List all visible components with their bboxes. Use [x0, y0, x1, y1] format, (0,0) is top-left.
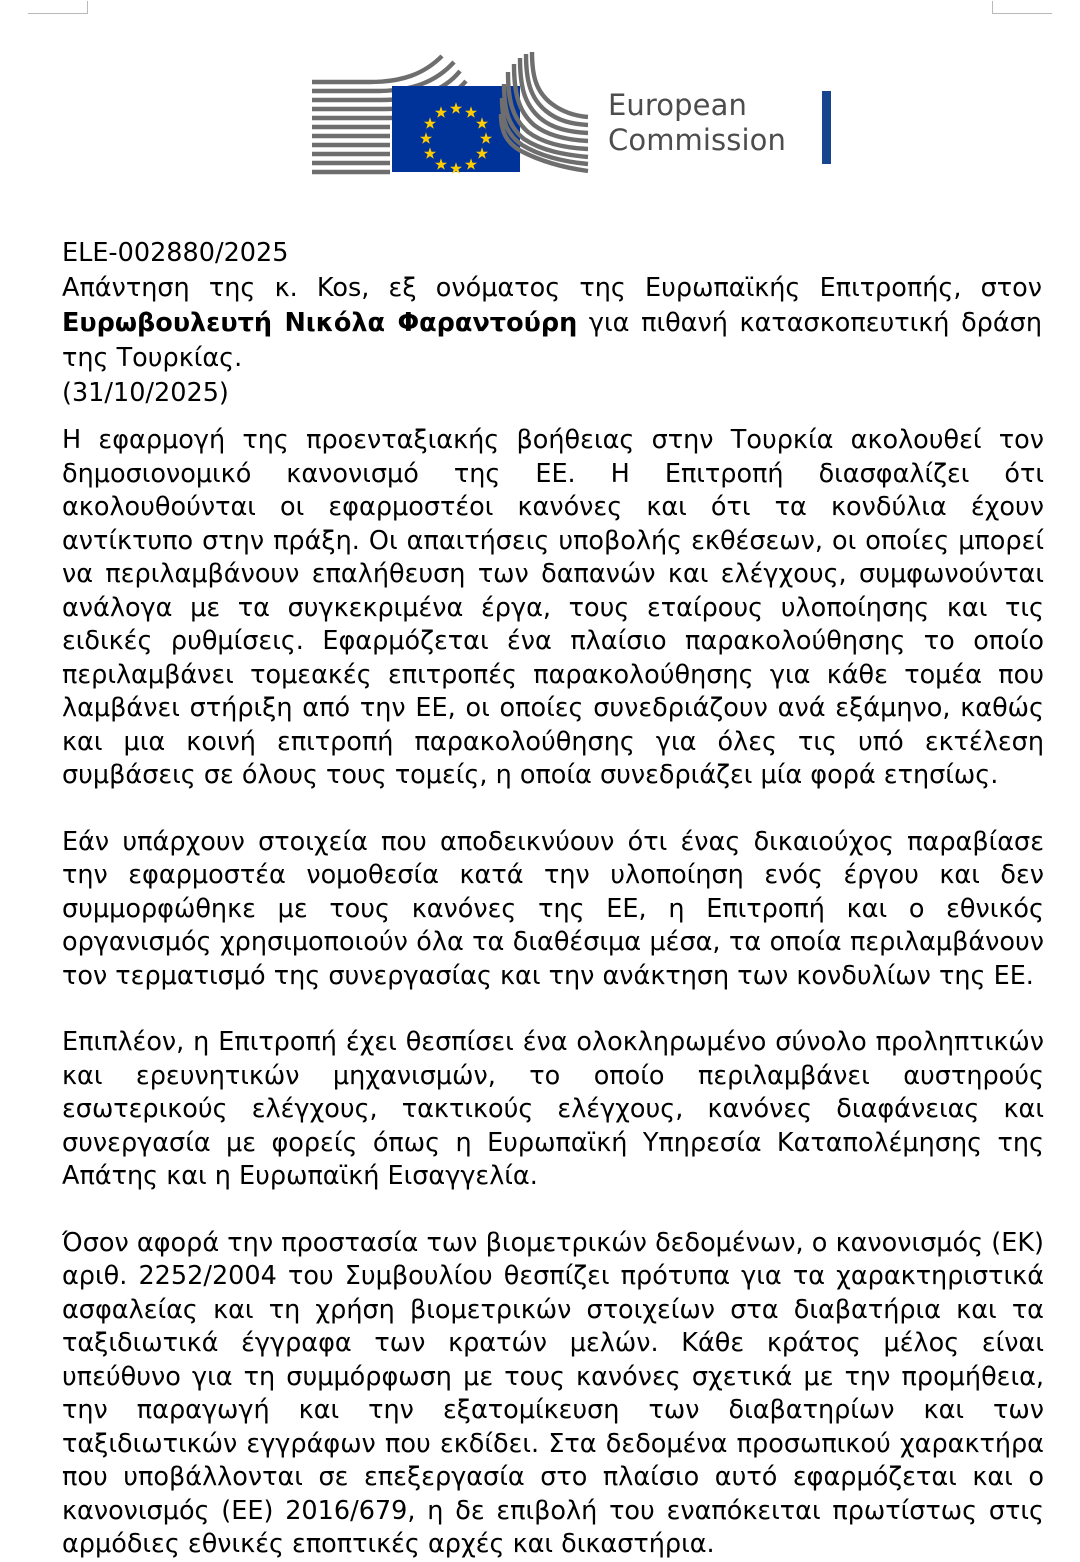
scan-corner-mark-left: [28, 0, 88, 14]
document-title-mep-name: Ευρωβουλευτή Νικόλα Φαραντούρη: [62, 308, 578, 338]
body-paragraph: Επιπλέον, η Επιτροπή έχει θεσπίσει ένα ολοκληρωμένο σύνολο προληπτικών και ερευνητικών μηχανισμών, το οποίο περιλαμβάνει αυστηρούς εσωτερικούς ελέγχους, τακτικούς ελέγχους, κανόνες διαφάνειας και συνεργασία με φορείς όπως η Ευρωπαϊκή Υπηρεσία Καταπολέμησης της Απάτης και η Ευρωπαϊκή Εισαγγελία.: [62, 1027, 1044, 1191]
logo-wordmark: [608, 88, 831, 164]
document-title-part2: για πιθανή κατασκοπευτική δράση της Τουρκίας.: [62, 308, 1042, 373]
logo-line-commission: Commission: [608, 123, 786, 158]
document-body: [62, 424, 1044, 1562]
european-commission-logo: [308, 48, 794, 176]
body-paragraph: Όσον αφορά την προστασία των βιομετρικών δεδομένων, ο κανονισμός (ΕΚ) αριθ. 2252/2004 του Συμβουλίου θεσπίζει πρότυπα για τα χαρακτηριστικά ασφαλείας και τη χρήση βιομετρικών στοιχείων στα διαβατήρια και τα ταξιδιωτικά έγγραφα των κρατών μελών. Κάθε κράτος μέλος είναι υπεύθυνο για τη συμμόρφωση με τους κανόνες σχετικά με την προμήθεια, την παραγωγή και την εξατομίκευση των διαβατηρίων και των ταξιδιωτικών εγγράφων που εκδίδει. Στα δεδομένα προσωπικού χαρακτήρα που υποβάλλονται σε επεξεργασία στο πλαίσιο αυτό εφαρμόζεται και ο κανονισμός (ΕΕ) 2016/679, η δε επιβολή του εναπόκειται πρωτίστως στις αρμόδιες εθνικές εποπτικές αρχές και δικαστήρια.: [62, 1227, 1044, 1559]
body-paragraph: Εάν υπάρχουν στοιχεία που αποδεικνύουν ότι ένας δικαιούχος παραβίασε την εφαρμοστέα νομοθεσία κατά την υλοποίηση ενός έργου και δεν συμμορφώθηκε με τους κανόνες της ΕΕ, η Επιτροπή και ο εθνικός οργανισμός χρησιμοποιούν όλα τα διαθέσιμα μέσα, τα οποία περιλαμβάνουν τον τερματισμό της συνεργασίας και την ανάκτηση των κονδυλίων της ΕΕ.: [62, 826, 1044, 991]
scan-corner-mark-right: [992, 0, 1052, 14]
logo-line-european: European: [608, 88, 747, 122]
document-reference-number: ELE-002880/2025: [62, 238, 289, 268]
logo-blue-bar: [822, 91, 831, 164]
document-date: (31/10/2025): [62, 378, 229, 408]
body-paragraph: Η εφαρμογή της προενταξιακής βοήθειας στην Τουρκία ακολουθεί τον δημοσιονομικό κανονισμό της ΕΕ. Η Επιτροπή διασφαλίζει ότι ακολουθούνται οι εφαρμοστέοι κανόνες και ότι τα κονδύλια έχουν αντίκτυπο στην πράξη. Οι απαιτήσεις υποβολής εκθέσεων, οι οποίες μπορεί να περιλαμβάνουν επαλήθευση των δαπανών και ελέγχους, συμφωνούνται ανάλογα με τα συγκεκριμένα έργα, τους εταίρους υλοποίησης και τις ειδικές ρυθμίσεις. Εφαρμόζεται ένα πλαίσιο παρακολούθησης το οποίο περιλαμβάνει τομεακές επιτροπές παρακολούθησης για κάθε τομέα που λαμβάνει στήριξη από την ΕΕ, οι οποίες συνεδριάζουν ανά εξάμηνο, καθώς και μια κοινή επιτροπή παρακολούθησης για όλες τις υπό εκτέλεση συμβάσεις σε όλους τους τομείς, η οποία συνεδριάζει μία φορά ετησίως.: [62, 425, 1044, 790]
european-commission-emblem: [308, 48, 592, 176]
document-title-part1: Απάντηση της κ. Kos, εξ ονόματος της Ευρωπαϊκής Επιτροπής, στον: [62, 273, 1042, 303]
document-header: [62, 236, 1042, 411]
document-title: [62, 271, 1042, 376]
logo-wordmark-text: [608, 88, 786, 159]
